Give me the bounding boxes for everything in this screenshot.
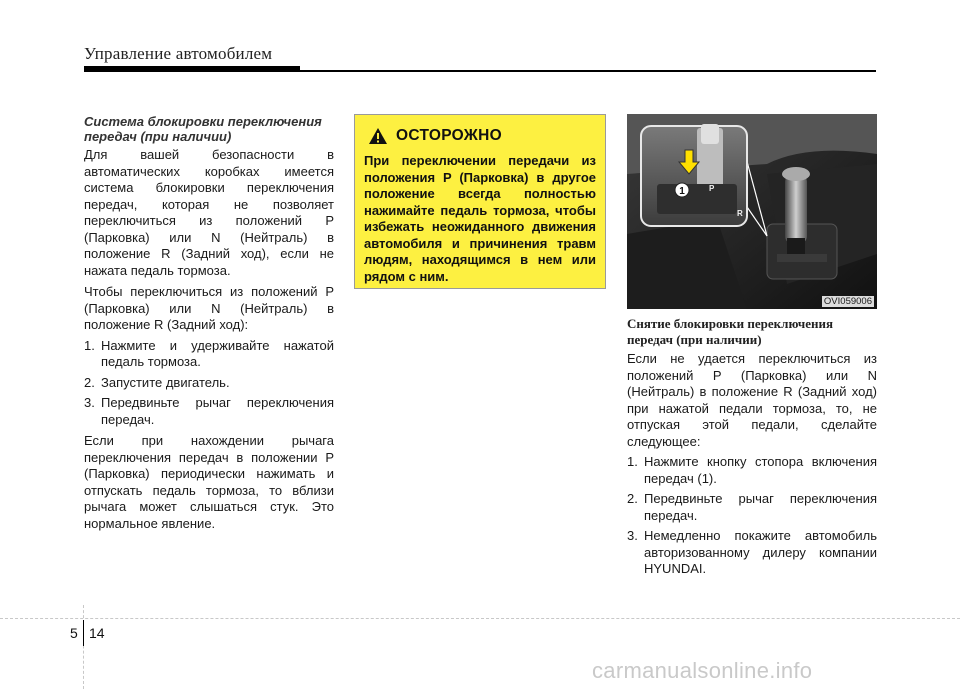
page-header-title: Управление автомобилем <box>84 44 273 63</box>
step-number: 1. <box>84 337 95 353</box>
warning-title: ОСТОРОЖНО <box>396 127 502 144</box>
shift-lock-lead: Чтобы переключиться из положений P (Парковка) или N (Нейтраль) в положение R (Задний ход): <box>84 284 334 332</box>
footer-separator <box>83 620 84 646</box>
gear-shifter-illustration <box>627 114 877 309</box>
left-column <box>84 114 334 532</box>
step-number: 1. <box>627 454 638 469</box>
warning-triangle-icon <box>368 127 388 145</box>
step-item <box>84 395 334 428</box>
watermark-text: carmanualsonline.info <box>592 658 813 683</box>
warning-box <box>354 114 606 289</box>
callout-number: 1 <box>679 186 685 197</box>
header-rule <box>84 70 876 72</box>
step-number: 2. <box>627 491 638 506</box>
step-item <box>84 375 334 392</box>
step-item <box>627 491 877 524</box>
figure-code: OVI059006 <box>823 296 872 307</box>
page-number: 14 <box>89 625 105 641</box>
shift-lock-note: Если при нахождении рычага переключения передач в положении P (Парковка) периодически нажимать и отпускать педаль тормоза, то вблизи рычага может слышаться стук. Это нормальное явление. <box>84 433 334 531</box>
step-text: Передвиньте рычаг переключения передач. <box>101 395 334 427</box>
shift-lock-intro: Для вашей безопасности в автоматических коробках имеется система блокировки переключения передач, которая не позволяет переключиться из положений P (Парковка) или N (Нейтраль) в положение R (Задний ход), если не нажата педаль тормоза. <box>84 147 334 278</box>
step-number: 3. <box>84 395 95 410</box>
shift-lock-release-intro: Если не удается переключиться из положений P (Парковка) или N (Нейтраль) в положение R (Задний ход) при нажатой педали тормоза, то, не отпуская этой педали, сделайте следующее: <box>627 351 877 449</box>
step-item <box>84 338 334 371</box>
section-number: 5 <box>70 625 78 641</box>
step-text: Немедленно покажите автомобиль авторизованному дилеру компании HYUNDAI. <box>644 528 877 576</box>
step-text: Запустите двигатель. <box>101 374 230 390</box>
gear-shifter-photo <box>627 114 877 309</box>
step-item <box>627 528 877 578</box>
right-column <box>627 316 877 578</box>
step-number: 3. <box>627 528 638 543</box>
footer-guide-line <box>0 618 960 619</box>
gear-label-p: P <box>709 184 715 193</box>
gear-label-r: R <box>737 209 743 218</box>
shift-lock-release-title: Снятие блокировки переключения передач (при наличии) <box>627 316 834 347</box>
warning-text: При переключении передачи из положения P (Парковка) в другое положение всегда полностью нажимайте педаль тормоза, чтобы избежать неожиданного движения автомобиля и причинения травм людям, находящимся в нем или рядом с ним. <box>364 153 596 284</box>
step-item <box>627 454 877 487</box>
footer-guide-vertical <box>83 605 84 689</box>
step-text: Нажмите кнопку стопора включения передач (1). <box>644 454 877 486</box>
shift-lock-section-title: Система блокировки переключения передач (при наличии) <box>84 114 322 144</box>
step-number: 2. <box>84 374 95 390</box>
step-text: Передвиньте рычаг переключения передач. <box>644 491 877 523</box>
step-text: Нажмите и удерживайте нажатой педаль тормоза. <box>101 337 334 369</box>
warning-header <box>364 123 596 149</box>
